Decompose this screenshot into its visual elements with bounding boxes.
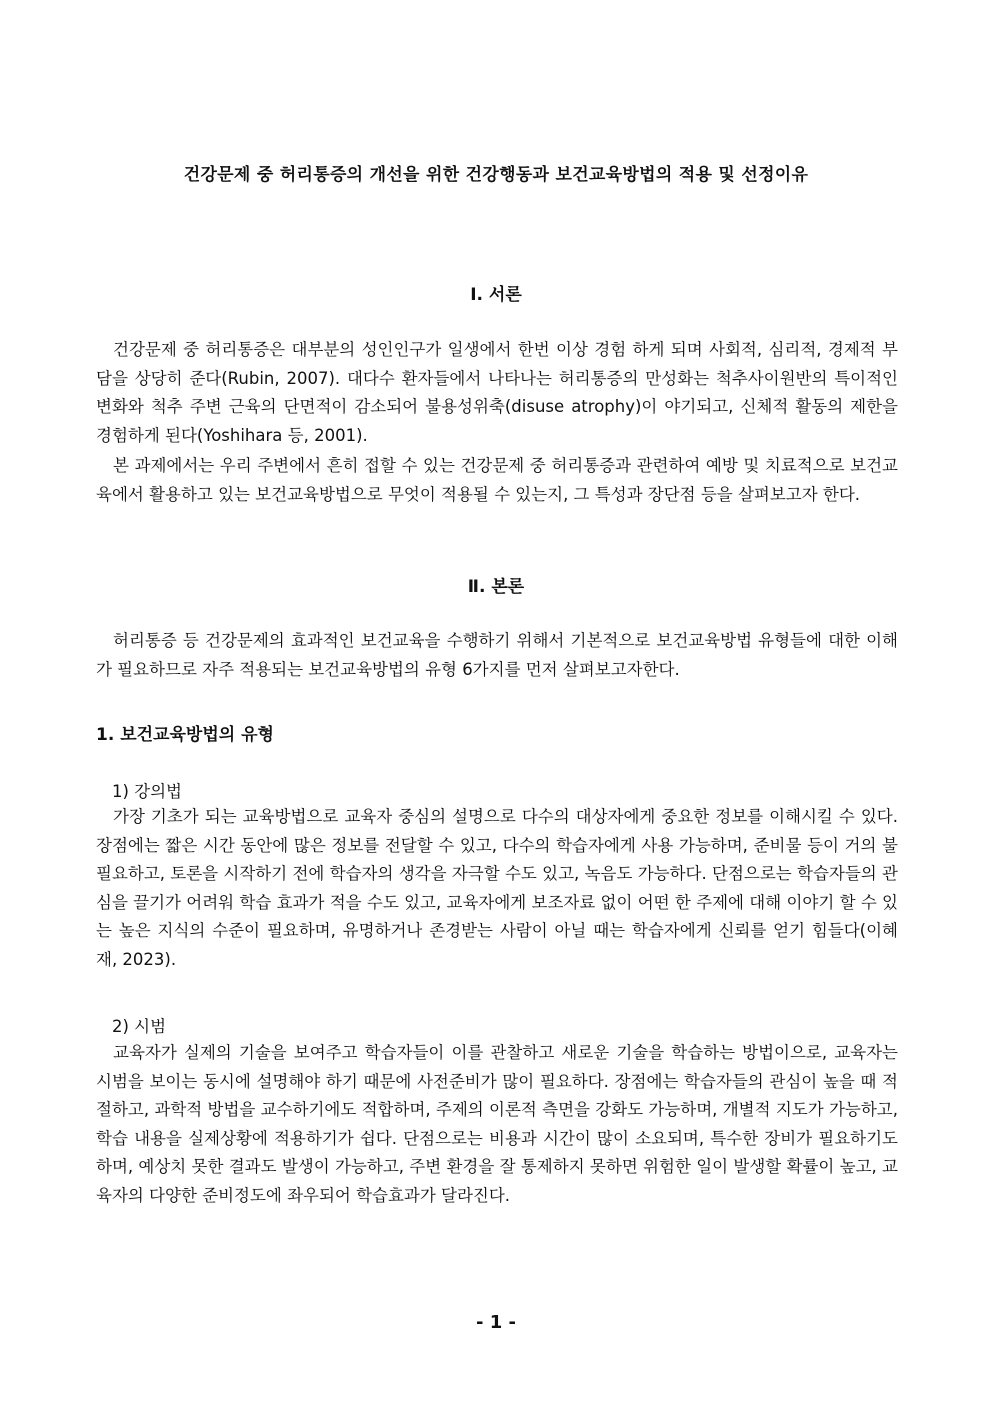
section-heading-body: Ⅱ. 본론 bbox=[467, 577, 525, 597]
intro-paragraph-2: 본 과제에서는 우리 주변에서 흔히 접할 수 있는 건강문제 중 허리통증과 관련하여 예방 및 치료적으로 보건교육에서 활용하고 있는 보건교육방법으로 무엇이 적용될 수 있는지, 그 특성과 장단점 등을 살펴보고자 한다. bbox=[96, 456, 898, 504]
document-title: 건강문제 중 허리통증의 개선을 위한 건강행동과 보건교육방법의 적용 및 선정이유 bbox=[183, 165, 809, 185]
body-paragraph: 허리통증 등 건강문제의 효과적인 보건교육을 수행하기 위해서 기본적으로 보건교육방법 유형들에 대한 이해가 필요하므로 자주 적용되는 보건교육방법의 유형 6가지를 먼저 살펴보고자한다. bbox=[96, 631, 898, 679]
page-number: - 1 - bbox=[476, 1312, 516, 1333]
item-heading-lecture: 1) 강의법 bbox=[112, 782, 182, 801]
section-heading-intro: Ⅰ. 서론 bbox=[470, 285, 522, 305]
intro-paragraph-1: 건강문제 중 허리통증은 대부분의 성인인구가 일생에서 한번 이상 경험 하게 되며 사회적, 심리적, 경제적 부담을 상당히 준다(Rubin, 2007). 대다수 환자들에서 나타나는 허리통증의 만성화는 척추사이원반의 특이적인 변화와 척추 주변 근육의 단면적이 감소되어 불용성위축(disuse atrophy)이 야기되고, 신체적 활동의 제한을 경험하게 된다(Yoshihara 등, 2001). bbox=[96, 340, 898, 445]
item-text-demonstration: 교육자가 실제의 기술을 보여주고 학습자들이 이를 관찰하고 새로운 기술을 학습하는 방법이으로, 교육자는 시범을 보이는 동시에 설명해야 하기 때문에 사전준비가 많이 필요하다. 장점에는 학습자들의 관심이 높을 때 적절하고, 과학적 방법을 교수하기에도 적합하며, 주제의 이론적 측면을 강화도 가능하며, 개별적 지도가 가능하고, 학습 내용을 실제상황에 적용하기가 쉽다. 단점으로는 비용과 시간이 많이 소요되며, 특수한 장비가 필요하기도 하며, 예상치 못한 결과도 발생이 가능하고, 주변 환경을 잘 통제하지 못하면 위험한 일이 발생할 확률이 높고, 교육자의 다양한 준비정도에 좌우되어 학습효과가 달라진다. bbox=[96, 1043, 898, 1205]
item-heading-demonstration: 2) 시범 bbox=[112, 1017, 167, 1036]
item-text-lecture: 가장 기초가 되는 교육방법으로 교육자 중심의 설명으로 다수의 대상자에게 중요한 정보를 이해시킬 수 있다. 장점에는 짧은 시간 동안에 많은 정보를 전달할 수 있고, 다수의 학습자에게 사용 가능하며, 준비물 등이 거의 불필요하고, 토론을 시작하기 전에 학습자의 생각을 자극할 수도 있고, 녹음도 가능하다. 단점으로는 학습자들의 관심을 끌기가 어려워 학습 효과가 적을 수도 있고, 교육자에게 보조자료 없이 어떤 한 주제에 대해 이야기 할 수 있는 높은 지식의 수준이 필요하며, 유명하거나 존경받는 사람이 아닐 때는 학습자에게 신뢰를 얻기 힘들다(이혜재, 2023). bbox=[96, 807, 898, 969]
subsection-heading: 1. 보건교육방법의 유형 bbox=[96, 725, 274, 745]
